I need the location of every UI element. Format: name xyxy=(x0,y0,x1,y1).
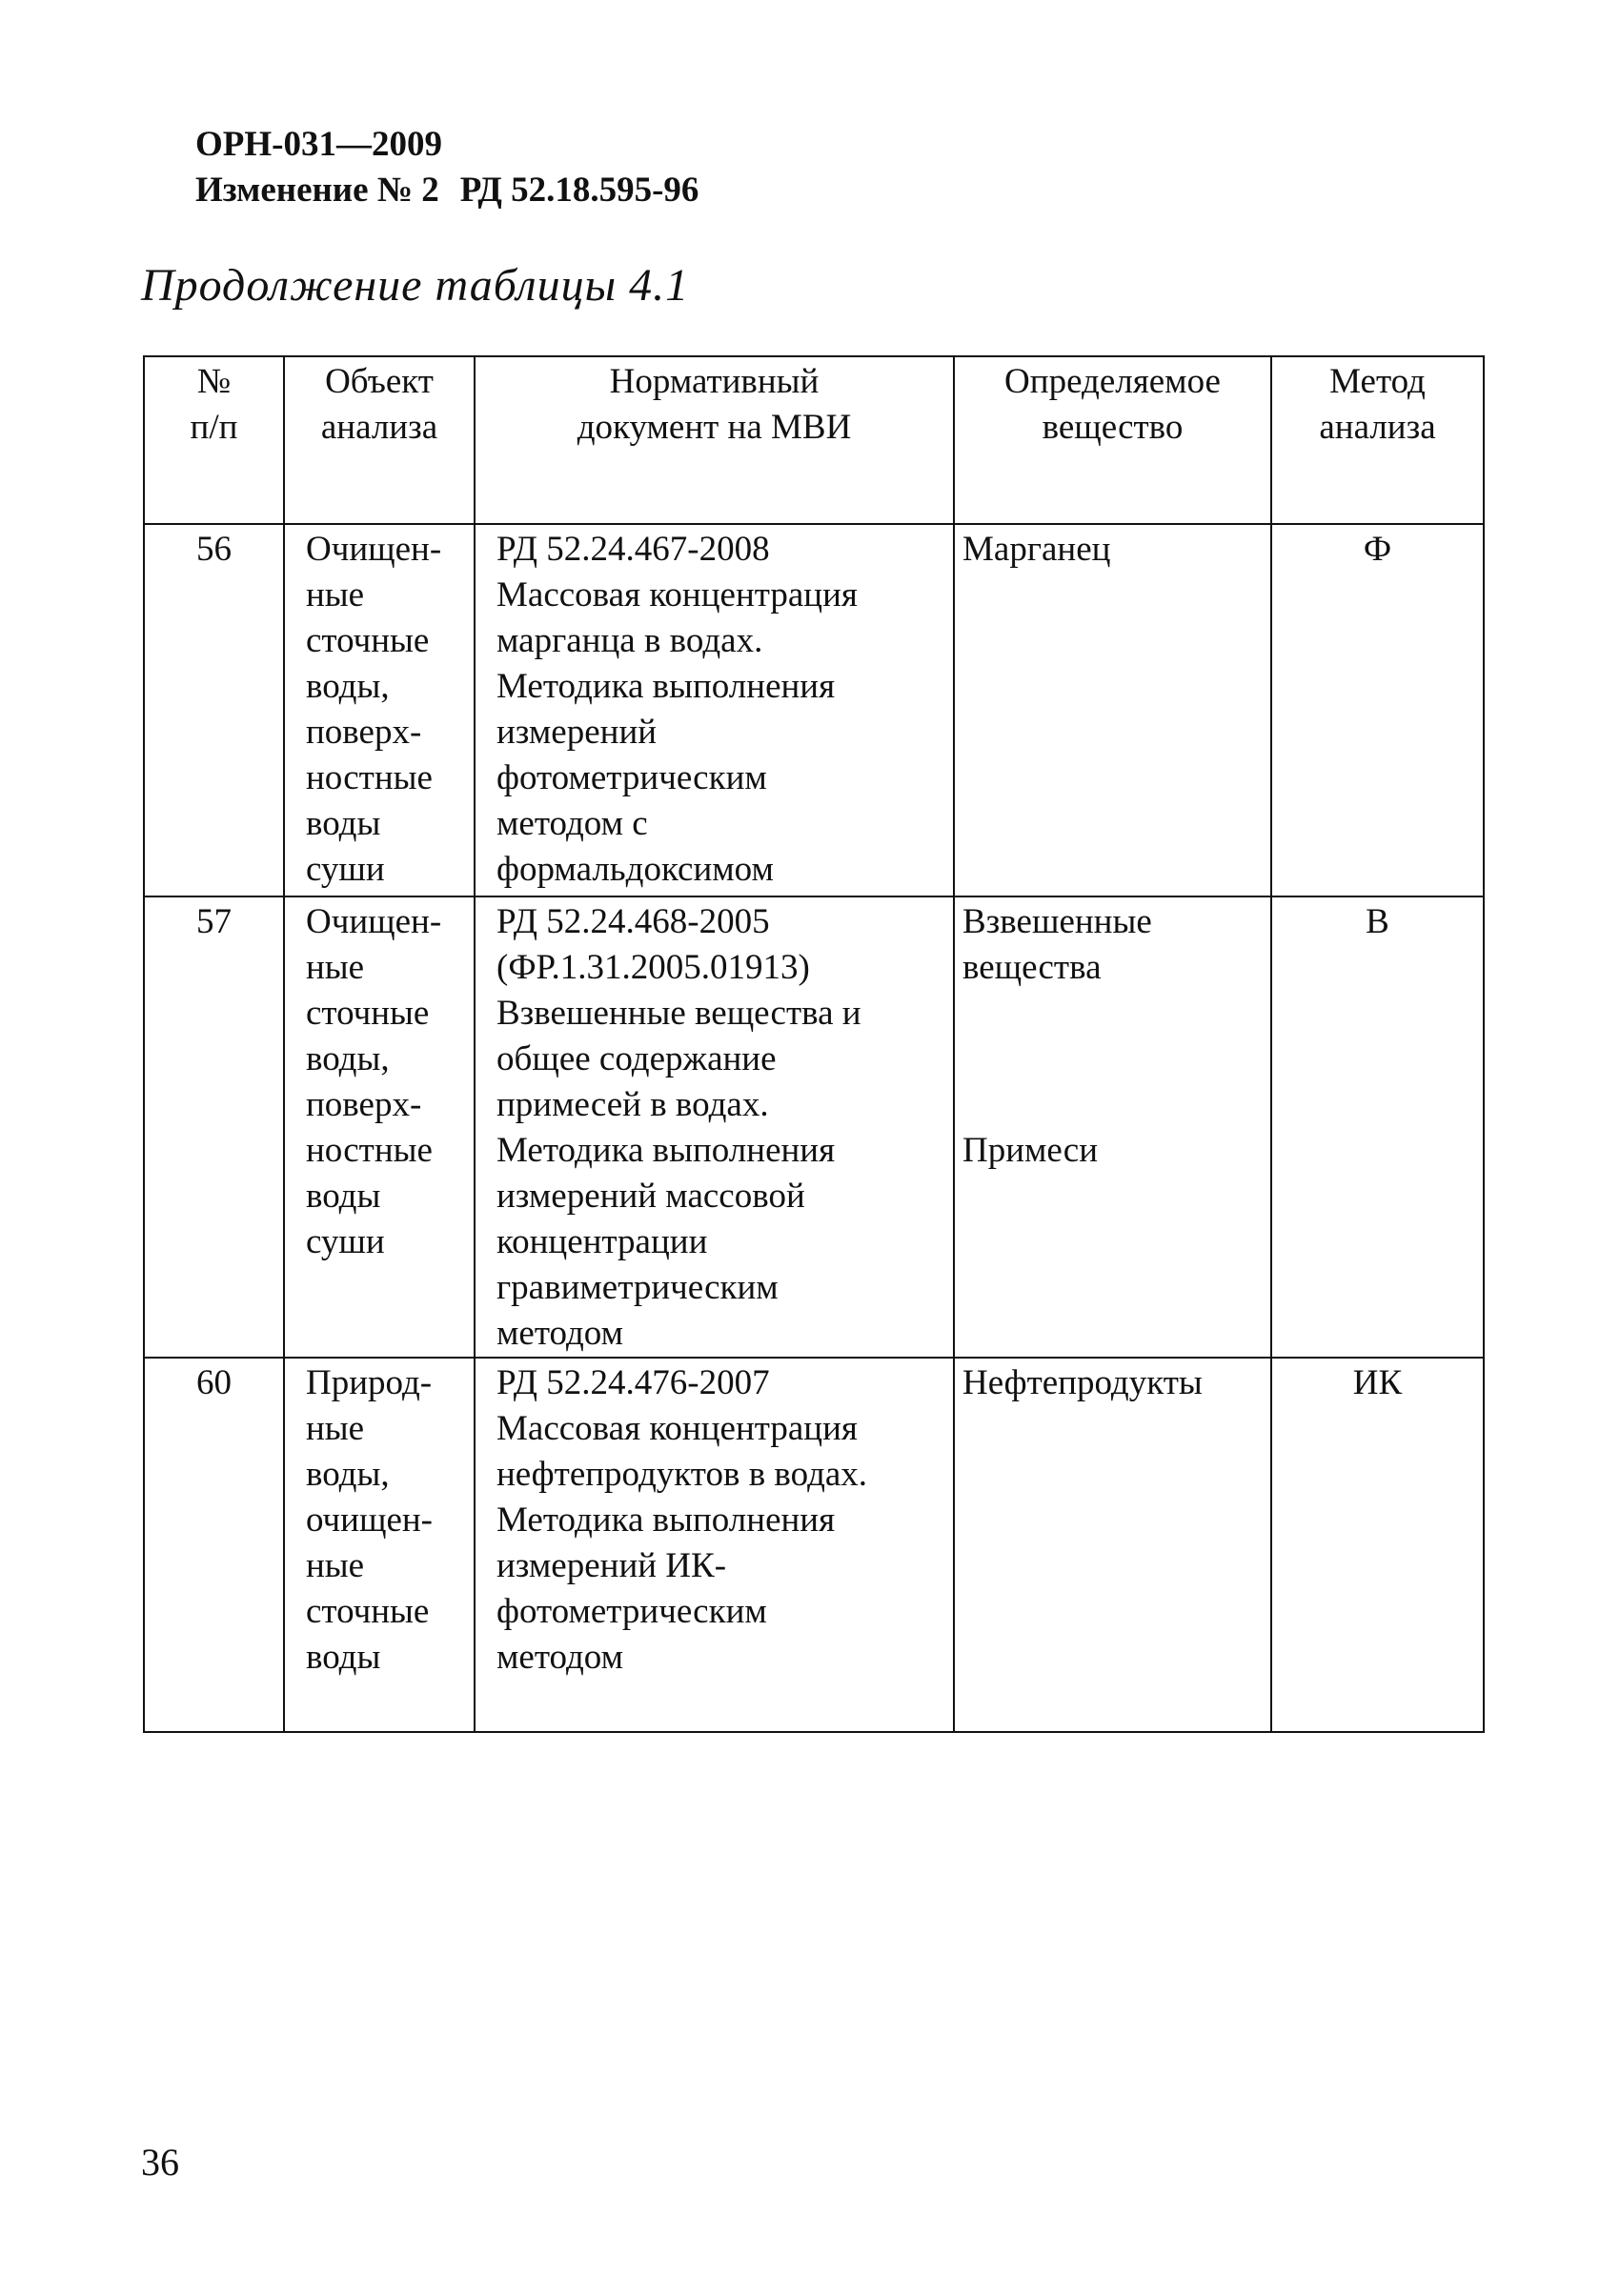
cell-line: Взвешенные xyxy=(962,902,1152,941)
cell-line: концентрации xyxy=(496,1222,708,1261)
cell-line: (ФР.1.31.2005.01913) xyxy=(496,948,810,987)
cell-line: методом с xyxy=(496,804,648,843)
column-header-substance xyxy=(954,356,1271,524)
cell-line: Методика выполнения xyxy=(496,667,836,706)
cell-line: суши xyxy=(306,850,385,889)
table-body xyxy=(144,524,1484,1732)
header-line: вещество xyxy=(1042,408,1184,447)
normative-document xyxy=(475,524,954,896)
cell-line: воды xyxy=(306,1177,381,1216)
column-header-method xyxy=(1271,356,1484,524)
change-document: РД 52.18.595-96 xyxy=(459,171,699,210)
cell-line: фотометрическим xyxy=(496,1592,767,1631)
cell-line: методом xyxy=(496,1638,623,1677)
row-number: 57 xyxy=(144,896,284,1358)
determined-substance xyxy=(954,896,1271,1358)
cell-line: воды, xyxy=(306,1455,390,1494)
cell-line: воды xyxy=(306,1638,381,1677)
cell-line: методом xyxy=(496,1314,623,1353)
analysis-object xyxy=(284,524,475,896)
cell-line: измерений ИК- xyxy=(496,1546,727,1585)
cell-line: ностные xyxy=(306,1131,433,1170)
column-header-object xyxy=(284,356,475,524)
cell-line: очищен- xyxy=(306,1500,433,1540)
header-line: № xyxy=(196,362,232,401)
header-line: Метод xyxy=(1329,362,1426,401)
cell-line: РД 52.24.468-2005 xyxy=(496,902,770,941)
analysis-method: Ф xyxy=(1271,524,1484,896)
cell-line: Примеси xyxy=(962,1131,1099,1170)
page-number: 36 xyxy=(141,2141,179,2184)
cell-line: сточные xyxy=(306,621,430,660)
header-line: анализа xyxy=(1319,408,1436,447)
normative-document xyxy=(475,896,954,1358)
cell-line: вещества xyxy=(962,948,1102,987)
cell-line: измерений массовой xyxy=(496,1177,805,1216)
analysis-object xyxy=(284,1358,475,1732)
header-line: документ на МВИ xyxy=(577,408,852,447)
cell-line: гравиметрическим xyxy=(496,1268,779,1307)
cell-line: марганца в водах. xyxy=(496,621,763,660)
cell-line: поверх- xyxy=(306,1085,422,1124)
header-line: Объект xyxy=(325,362,434,401)
cell-line: Массовая концентрация xyxy=(496,1409,858,1448)
cell-line: воды xyxy=(306,804,381,843)
cell-line: измерений xyxy=(496,713,658,752)
determined-substance xyxy=(954,524,1271,896)
cell-line: нефтепродуктов в водах. xyxy=(496,1455,868,1494)
header-line: анализа xyxy=(320,408,438,447)
analysis-method: ИК xyxy=(1271,1358,1484,1732)
cell-line: Природ- xyxy=(306,1363,433,1402)
cell-line: ные xyxy=(306,948,365,987)
header-row xyxy=(144,356,1484,524)
cell-line: Нефтепродукты xyxy=(962,1363,1203,1402)
table-header xyxy=(144,356,1484,524)
cell-line: воды, xyxy=(306,667,390,706)
cell-line: ные xyxy=(306,1409,365,1448)
column-header-document xyxy=(475,356,954,524)
cell-line: фотометрическим xyxy=(496,758,767,797)
analysis-object xyxy=(284,896,475,1358)
document-header xyxy=(195,122,699,213)
table-row xyxy=(144,524,1484,896)
cell-line: поверх- xyxy=(306,713,422,752)
cell-line: примесей в водах. xyxy=(496,1085,769,1124)
cell-line: РД 52.24.476-2007 xyxy=(496,1363,770,1402)
row-number: 56 xyxy=(144,524,284,896)
table-caption: Продолжение таблицы 4.1 xyxy=(141,260,690,311)
cell-line: РД 52.24.467-2008 xyxy=(496,530,770,569)
column-header-number xyxy=(144,356,284,524)
header-line: Нормативный xyxy=(609,362,820,401)
cell-line: суши xyxy=(306,1222,385,1261)
cell-line: Массовая концентрация xyxy=(496,575,858,614)
header-line: п/п xyxy=(190,408,238,447)
methods-table xyxy=(143,355,1485,1733)
cell-line: Очищен- xyxy=(306,530,442,569)
change-line xyxy=(195,168,699,213)
cell-line: Методика выполнения xyxy=(496,1131,836,1170)
cell-line: сточные xyxy=(306,994,430,1033)
cell-line: сточные xyxy=(306,1592,430,1631)
change-label: Изменение № 2 xyxy=(195,171,439,210)
table-row xyxy=(144,1358,1484,1732)
cell-line: ные xyxy=(306,1546,365,1585)
cell-line: Взвешенные вещества и xyxy=(496,994,861,1033)
header-line: Определяемое xyxy=(1004,362,1221,401)
determined-substance xyxy=(954,1358,1271,1732)
cell-line: воды, xyxy=(306,1039,390,1078)
cell-line: формальдоксимом xyxy=(496,850,774,889)
row-number: 60 xyxy=(144,1358,284,1732)
document-code: ОРН-031—2009 xyxy=(195,125,442,164)
cell-line: общее содержание xyxy=(496,1039,777,1078)
normative-document xyxy=(475,1358,954,1732)
analysis-method: В xyxy=(1271,896,1484,1358)
cell-line: ные xyxy=(306,575,365,614)
table-row xyxy=(144,896,1484,1358)
cell-line: Методика выполнения xyxy=(496,1500,836,1540)
cell-spacer xyxy=(962,991,1270,1128)
cell-line: Очищен- xyxy=(306,902,442,941)
cell-line: Марганец xyxy=(962,530,1111,569)
cell-line: ностные xyxy=(306,758,433,797)
